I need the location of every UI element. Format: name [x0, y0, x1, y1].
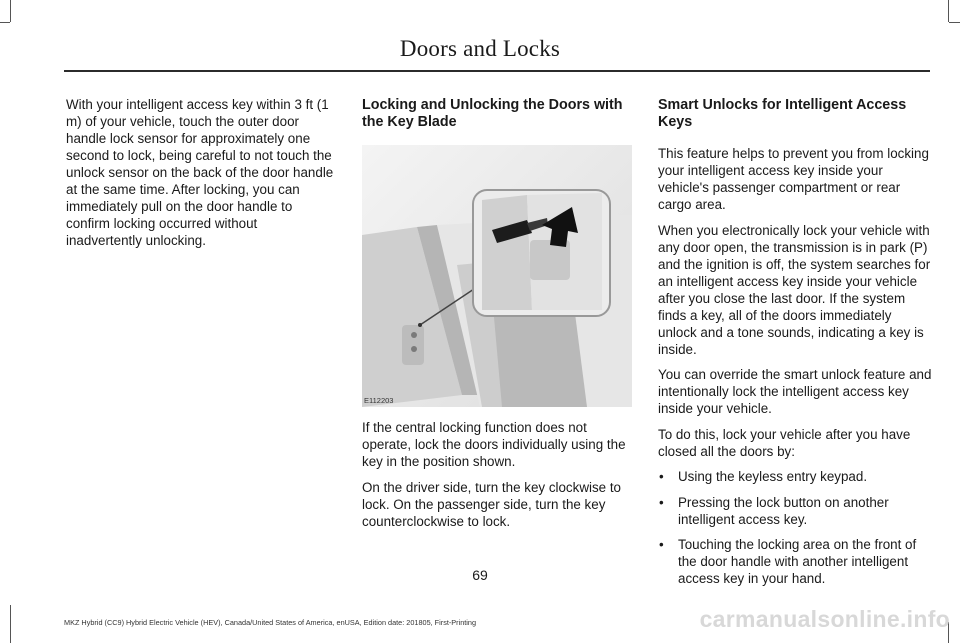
- paragraph: On the driver side, turn the key clockwise to lock. On the passenger side, turn the key counterclockwise to lock.: [362, 479, 621, 529]
- list-item-text: Touching the locking area on the front of the door handle with another intelligent access key in your hand.: [678, 537, 917, 586]
- list-item: [658, 468, 933, 485]
- section-heading: Smart Unlocks for Intelligent Access Keys: [658, 97, 907, 130]
- paragraph: This feature helps to prevent you from locking your intelligent access key inside your vehicle's passenger compartment or rear cargo area.: [658, 146, 929, 212]
- page-header-title: Doors and Locks: [399, 36, 561, 61]
- column-middle: [362, 97, 634, 538]
- paragraph: When you electronically lock your vehicle with any door open, the transmission is in park (P) and the ignition is off, the system searches for an intelligent access key inside your vehicle after you close the last door. If the system finds a key, all of the doors immediately unlock and a tone sounds, indicating a key is inside.: [658, 222, 931, 357]
- crop-mark-bottom-left-v: [10, 605, 11, 643]
- list-item-text: Pressing the lock button on another intelligent access key.: [678, 494, 889, 527]
- column-left: [66, 96, 336, 258]
- crop-mark-top-left-h: [0, 22, 10, 23]
- watermark: carmanualsonline.info: [699, 606, 950, 632]
- paragraph: With your intelligent access key within 3 ft (1 m) of your vehicle, touch the outer door handle lock sensor for approximately one second to lock, being careful to not touch the unlock sensor on the back of the door handle at the same time. After locking, you can immediately pull on the door handle to confirm locking occurred without inadvertently unlocking.: [66, 97, 334, 248]
- crop-mark-top-right-h: [949, 22, 960, 23]
- paragraph: To do this, lock your vehicle after you have closed all the doors by:: [658, 426, 911, 459]
- door-lock-figure-svg: [362, 145, 632, 407]
- footer-text: MKZ Hybrid (CC9) Hybrid Electric Vehicle (HEV), Canada/United States of America, enUSA, Edition date: 201805, First-Printing: [64, 618, 477, 627]
- header-rule: [64, 70, 930, 72]
- page-number: 69: [472, 567, 488, 583]
- list-item-text: Using the keyless entry keypad.: [678, 469, 868, 484]
- bullet-dot: •: [659, 537, 664, 552]
- crop-mark-top-left-v: [10, 0, 11, 22]
- paragraph: If the central locking function does not operate, lock the doors individually using the key in the position shown.: [362, 420, 626, 469]
- crop-mark-top-right-v: [948, 0, 949, 22]
- paragraph: You can override the smart unlock feature and intentionally lock the intelligent access key inside your vehicle.: [658, 367, 932, 416]
- bullet-dot: •: [659, 469, 664, 484]
- list-item: [658, 494, 933, 528]
- figure-id-label: E112203: [364, 396, 394, 405]
- bullet-dot: •: [659, 494, 664, 510]
- column-right: [658, 97, 933, 596]
- key-blade-illustration: [362, 145, 632, 407]
- section-heading: Locking and Unlocking the Doors with the Key Blade: [362, 97, 623, 130]
